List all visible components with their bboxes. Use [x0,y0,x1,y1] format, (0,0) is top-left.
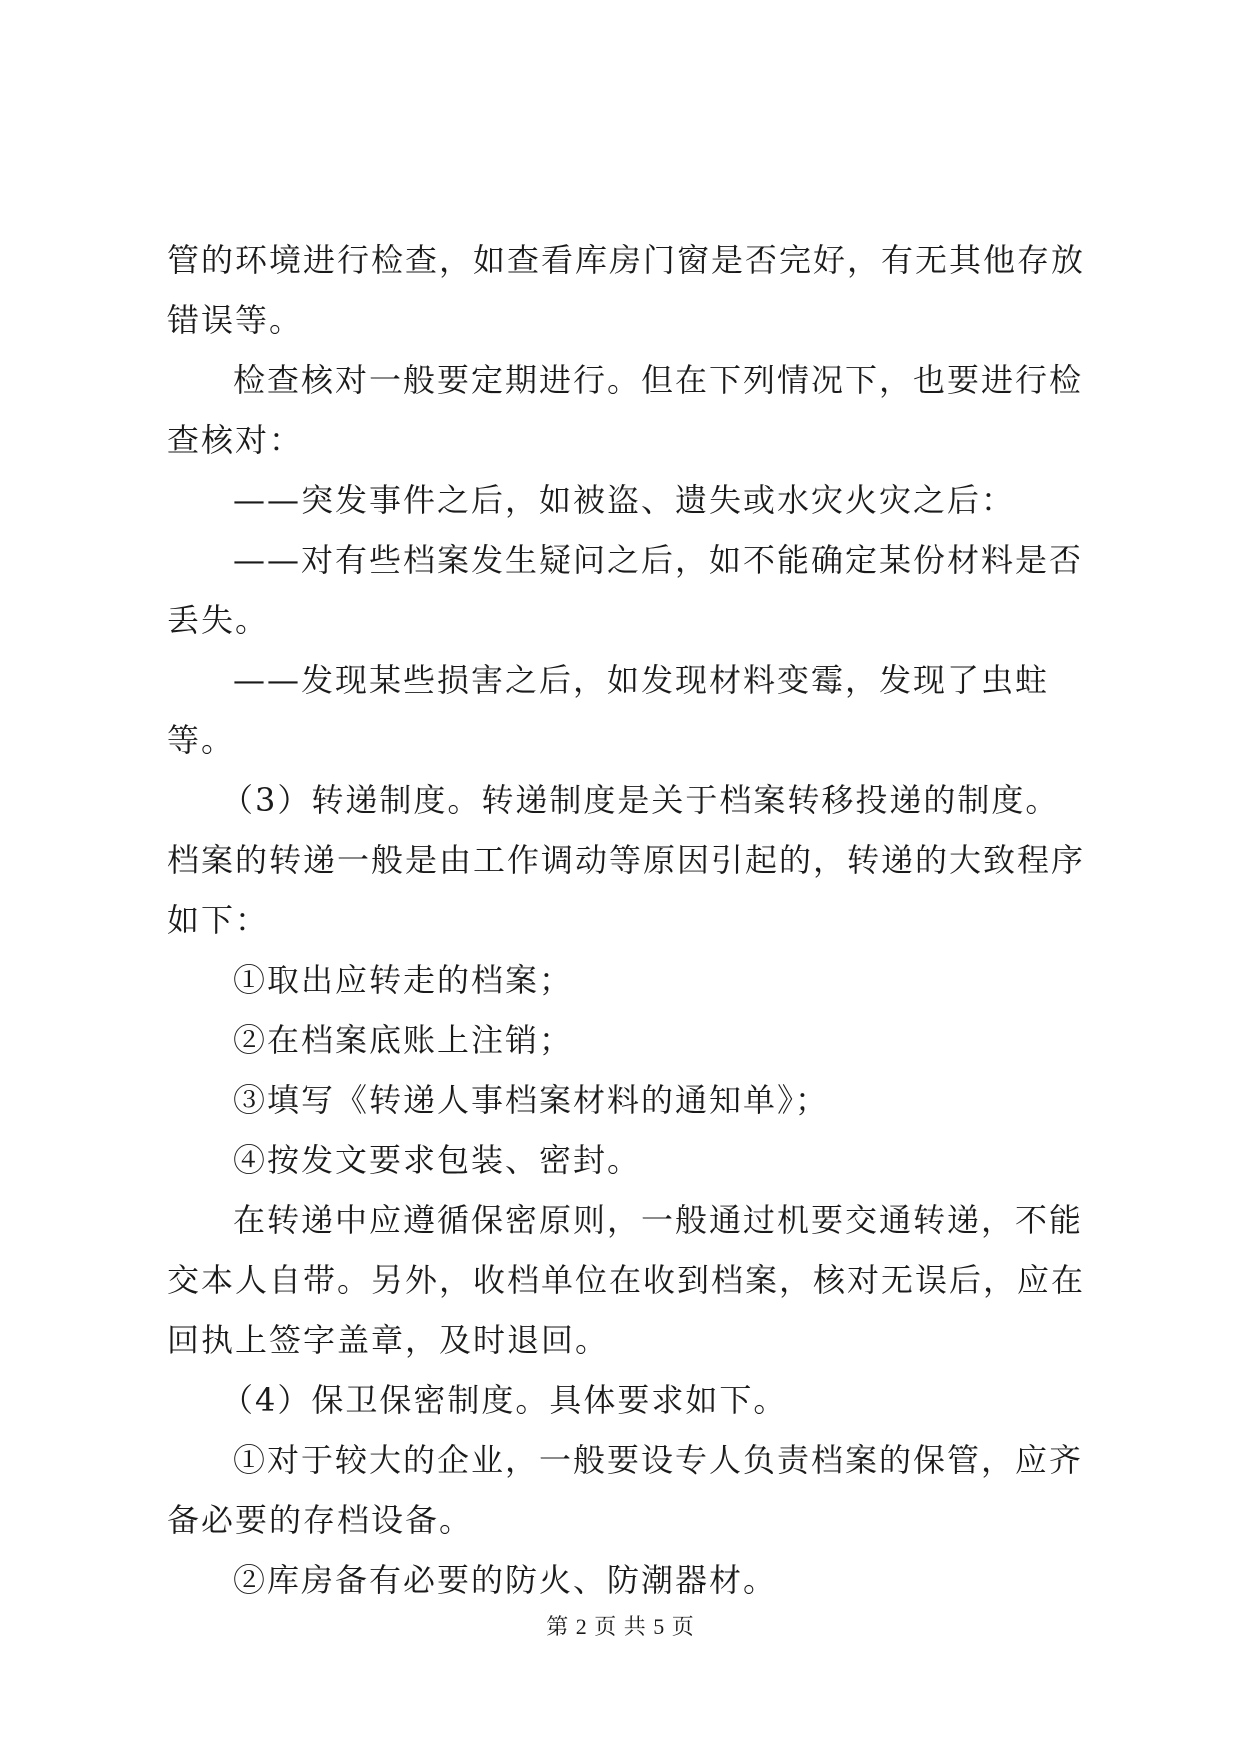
page-number-label: 第 2 页 共 5 页 [546,1614,695,1639]
document-body [167,230,1087,1610]
page-footer [0,1610,1241,1641]
paragraph-dash-emergency: ——突发事件之后，如被盗、遗失或水灾火灾之后： [233,481,1016,519]
list-item-step-2: ②在档案底账上注销； [233,1021,574,1059]
list-item-security-2: ②库房备有必要的防火、防潮器材。 [233,1561,778,1599]
paragraph-continuation: 管的环境进行检查，如查看库房门窗是否完好，有无其他存放错误等。 [167,241,1086,339]
paragraph-security-system: （4）保卫保密制度。具体要求如下。 [221,1381,788,1419]
list-item-step-3: ③填写《转递人事档案材料的通知单》； [233,1081,830,1119]
list-item-security-1: ①对于较大的企业，一般要设专人负责档案的保管，应齐备必要的存档设备。 [167,1441,1084,1539]
paragraph-dash-damage: ——发现某些损害之后，如发现材料变霉，发现了虫蛀等。 [167,661,1050,759]
list-item-step-4: ④按发文要求包装、密封。 [233,1141,642,1179]
paragraph-transfer-system: （3）转递制度。转递制度是关于档案转移投递的制度。档案的转递一般是由工作调动等原因引起的，转递的大致程序如下： [167,781,1086,939]
paragraph-confidentiality: 在转递中应遵循保密原则，一般通过机要交通转递，不能交本人自带。另外，收档单位在收到档案，核对无误后，应在回执上签字盖章，及时退回。 [167,1201,1086,1359]
paragraph-check-schedule: 检查核对一般要定期进行。但在下列情况下，也要进行检查核对： [167,361,1084,459]
paragraph-dash-doubt: ——对有些档案发生疑问之后，如不能确定某份材料是否丢失。 [167,541,1084,639]
list-item-step-1: ①取出应转走的档案； [233,961,574,999]
